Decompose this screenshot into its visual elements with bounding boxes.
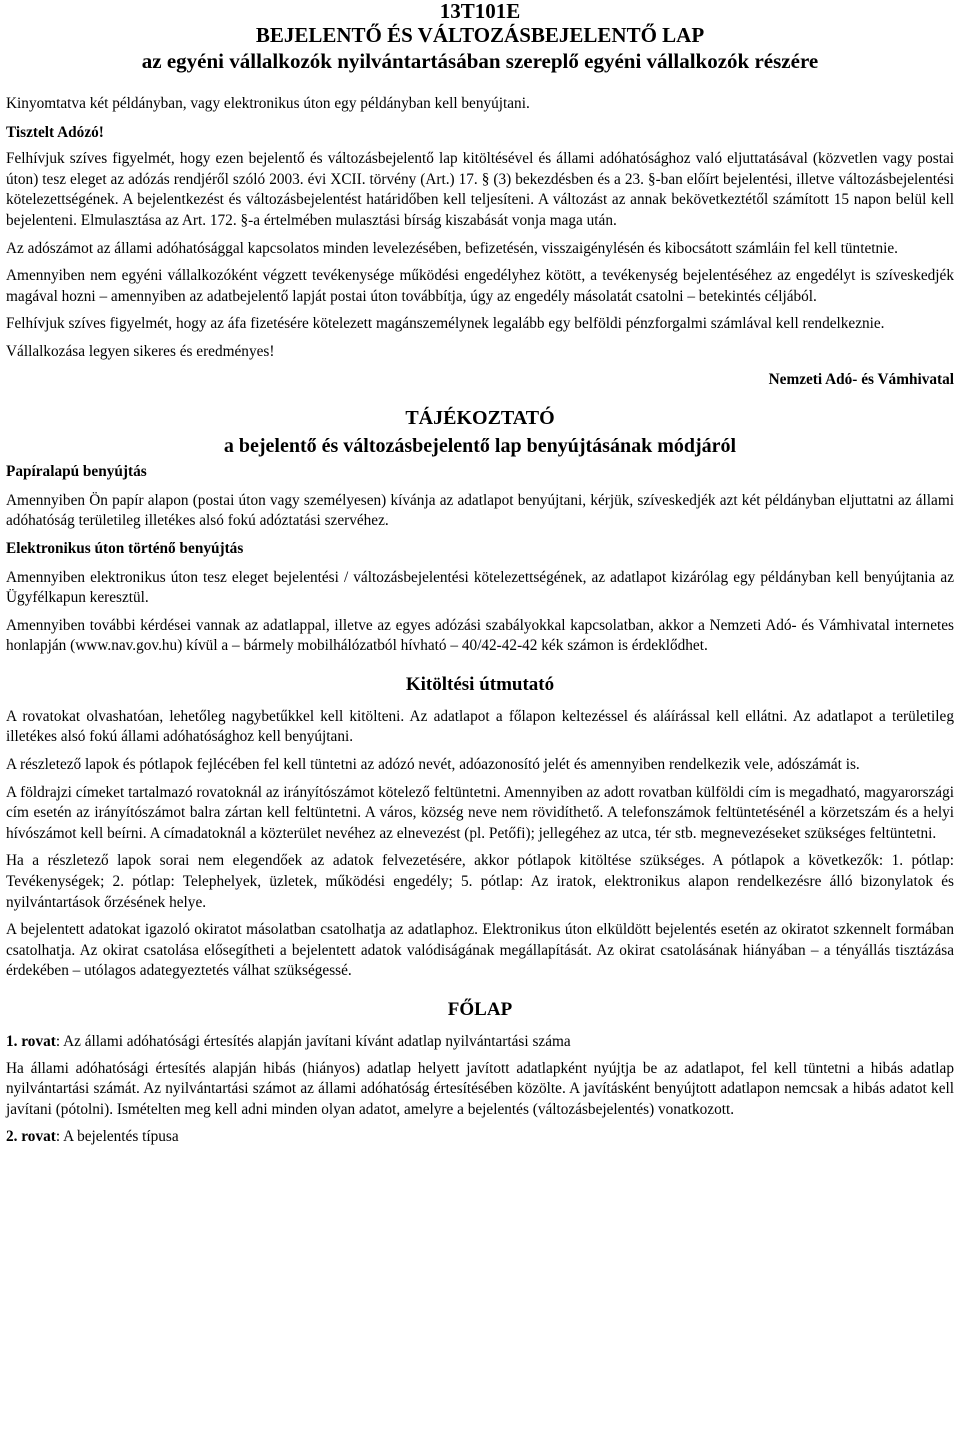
intro-paragraph-4: Felhívjuk szíves figyelmét, hogy az áfa fizetésére kötelezett magánszemélynek legalább egy belföldi pénzforgalmi számlával kell rendelkeznie.	[6, 315, 885, 333]
intro-paragraph-3: Amennyiben nem egyéni vállalkozóként végzett tevékenysége működési engedélyhez kötött, a tevékenység bejelentéséhez az engedélyt is szíveskedjék magával hozni – amennyiben az adatbejelentő lapját postai úton továbbítja, úgy az engedély másolatát csatolni – betekintés céljából.	[6, 267, 954, 305]
form-title: BEJELENTŐ ÉS VÁLTOZÁSBEJELENTŐ LAP	[255, 23, 705, 47]
row1-label: 1. rovat	[6, 1033, 56, 1050]
row2-title: : A bejelentés típusa	[55, 1128, 179, 1146]
intro-paragraph-1: Felhívjuk szíves figyelmét, hogy ezen bejelentő és változásbejelentő lap kitöltésével és állami adóhatósághoz való eljuttatásával (közvetlen vagy postai úton) tesz eleget az adózás rendjéről szóló 2003. évi XCII. törvény (Art.) 17. § (3) bekezdésben és a 23. §-ban előírt bejelentési, illetve változásbejelentési kötelezettségének. A bejelentkezést és változásbejelentést határidőben kell teljesíteni. A változást az annak bekövetkeztétől számított 15 napon belül kell bejelenteni. Elmulasztása az Art. 172. §-a értelmében mulasztási bírság kiszabását vonja maga után.	[6, 150, 954, 229]
row2-label: 2. rovat	[6, 1128, 56, 1146]
guide-paragraph-1: A rovatokat olvashatóan, lehetőleg nagybetűkkel kell kitölteni. Az adatlapot a főlapon keltezéssel és aláírással kell ellátni. Az adatlapot a területileg illetékes alsó fokú állami adóhatósághoz kell benyújtani.	[6, 707, 954, 746]
guide-title: Kitöltési útmutató	[405, 673, 555, 695]
main-sheet-title: FŐLAP	[447, 999, 513, 1020]
info-title: TÁJÉKOZTATÓ	[405, 407, 555, 430]
info-subtitle: a bejelentő és változásbejelentő lap benyújtásának módjáról	[223, 435, 737, 458]
electronic-heading: Elektronikus úton történő benyújtás	[6, 539, 244, 557]
form-code: 13T101E	[439, 0, 521, 23]
submission-note: Kinyomtatva két példányban, vagy elektronikus úton egy példányban kell benyújtani.	[6, 95, 530, 112]
paper-heading: Papíralapú benyújtás	[6, 463, 147, 481]
row1-title: : Az állami adóhatósági értesítés alapján javítani kívánt adatlap nyilvántartási száma	[55, 1033, 571, 1050]
guide-paragraph-2: A részletező lapok és pótlapok fejlécében fel kell tüntetni az adózó nevét, adóazonosító jelét és amennyiben rendelkezik vele, adószámát is.	[6, 756, 860, 774]
electronic-text: Amennyiben elektronikus úton tesz eleget bejelentési / változásbejelentési kötelezettségének, az adatlapot kizárólag egy példányban kell benyújtania az Ügyfélkapun keresztül.	[6, 568, 954, 607]
paper-text: Amennyiben Ön papír alapon (postai úton vagy személyesen) kívánja az adatlapot benyújtani, kérjük, szíveskedjék azt két példányban eljuttatni az állami adóhatóság területileg illetékes alsó fokú adóztatási szervéhez.	[6, 491, 954, 530]
row2-heading	[6, 1127, 954, 1148]
intro-paragraph-5: Vállalkozása legyen sikeres és eredményes!	[6, 342, 275, 360]
contact-text: Amennyiben további kérdései vannak az adatlappal, illetve az egyes adózási szabályokkal kapcsolatban, akkor a Nemzeti Adó- és Vámhivatal internetes honlapján (www.nav.gov.hu) kívül a – bármely mobilhálózatból hívható – 40/42-42-42 kék számon is érdeklődhet.	[6, 616, 954, 655]
guide-paragraph-4: Ha a részletező lapok sorai nem elegendőek az adatok felvezetésére, akkor pótlapok kitöltése szükséges. A pótlapok a következők: 1. pótlap: Tevékenységek; 2. pótlap: Telephelyek, üzletek, működési engedély; 5. pótlap: Az iratok, elektronikus alapon rendelkezésre álló bizonylatok és nyilvántartások őrzésének helye.	[6, 852, 954, 911]
guide-paragraph-3: A földrajzi címeket tartalmazó rovatoknál az irányítószámot kötelező feltüntetni. Amennyiben az adott rovatban külföldi cím is megadható, magyarországi cím esetén az irányítószámot balra zártan kell feltüntetni. A város, község neve nem rövidíthető. A telefonszámok feltüntetésénél a körzetszám és a helyi hívószámot kell beírni. A címadatoknál a közterület nevéhez az elnevezést (pl. Petőfi); jellegéhez az utca, tér stb. megnevezéseket szükséges feltüntetni.	[6, 783, 954, 842]
intro-paragraph-2: Az adószámot az állami adóhatósággal kapcsolatos minden levelezésében, befizetésén, visszaigénylésén és kibocsátott számláin fel kell tüntetnie.	[6, 239, 898, 257]
signature: Nemzeti Adó- és Vámhivatal	[768, 370, 954, 388]
form-subtitle: az egyéni vállalkozók nyilvántartásában szereplő egyéni vállalkozók részére	[141, 49, 819, 73]
greeting: Tisztelt Adózó!	[6, 123, 104, 141]
row1-heading	[6, 1032, 954, 1053]
row1-description: Ha állami adóhatósági értesítés alapján hibás (hiányos) adatlap helyett javított adatlapként nyújtja be az adatlapot, fel kell tüntetni a hibás adatlap nyilvántartási számát. Az nyilvántartási számot az állami adóhatóság értesítésében közölte. A javításként benyújtott adatlapon nemcsak a hibás adatot kell javítani (pótolni). Ismételten meg kell adni minden olyan adatot, amelyre a bejelentés (változásbejelentés) vonatkozott.	[6, 1059, 954, 1118]
guide-paragraph-5: A bejelentett adatokat igazoló okiratot másolatban csatolhatja az adatlaphoz. Elektronikus úton elküldött bejelentés esetén az okiratot szkennelt formában csatolhatja. Az okirat csatolása elősegítheti a bejelentett adatok valódiságának megállapítását. Az okirat csatolásának hiányában – a tényállás tisztázása érdekében – utólagos adategyeztetés válhat szükségessé.	[6, 921, 954, 980]
